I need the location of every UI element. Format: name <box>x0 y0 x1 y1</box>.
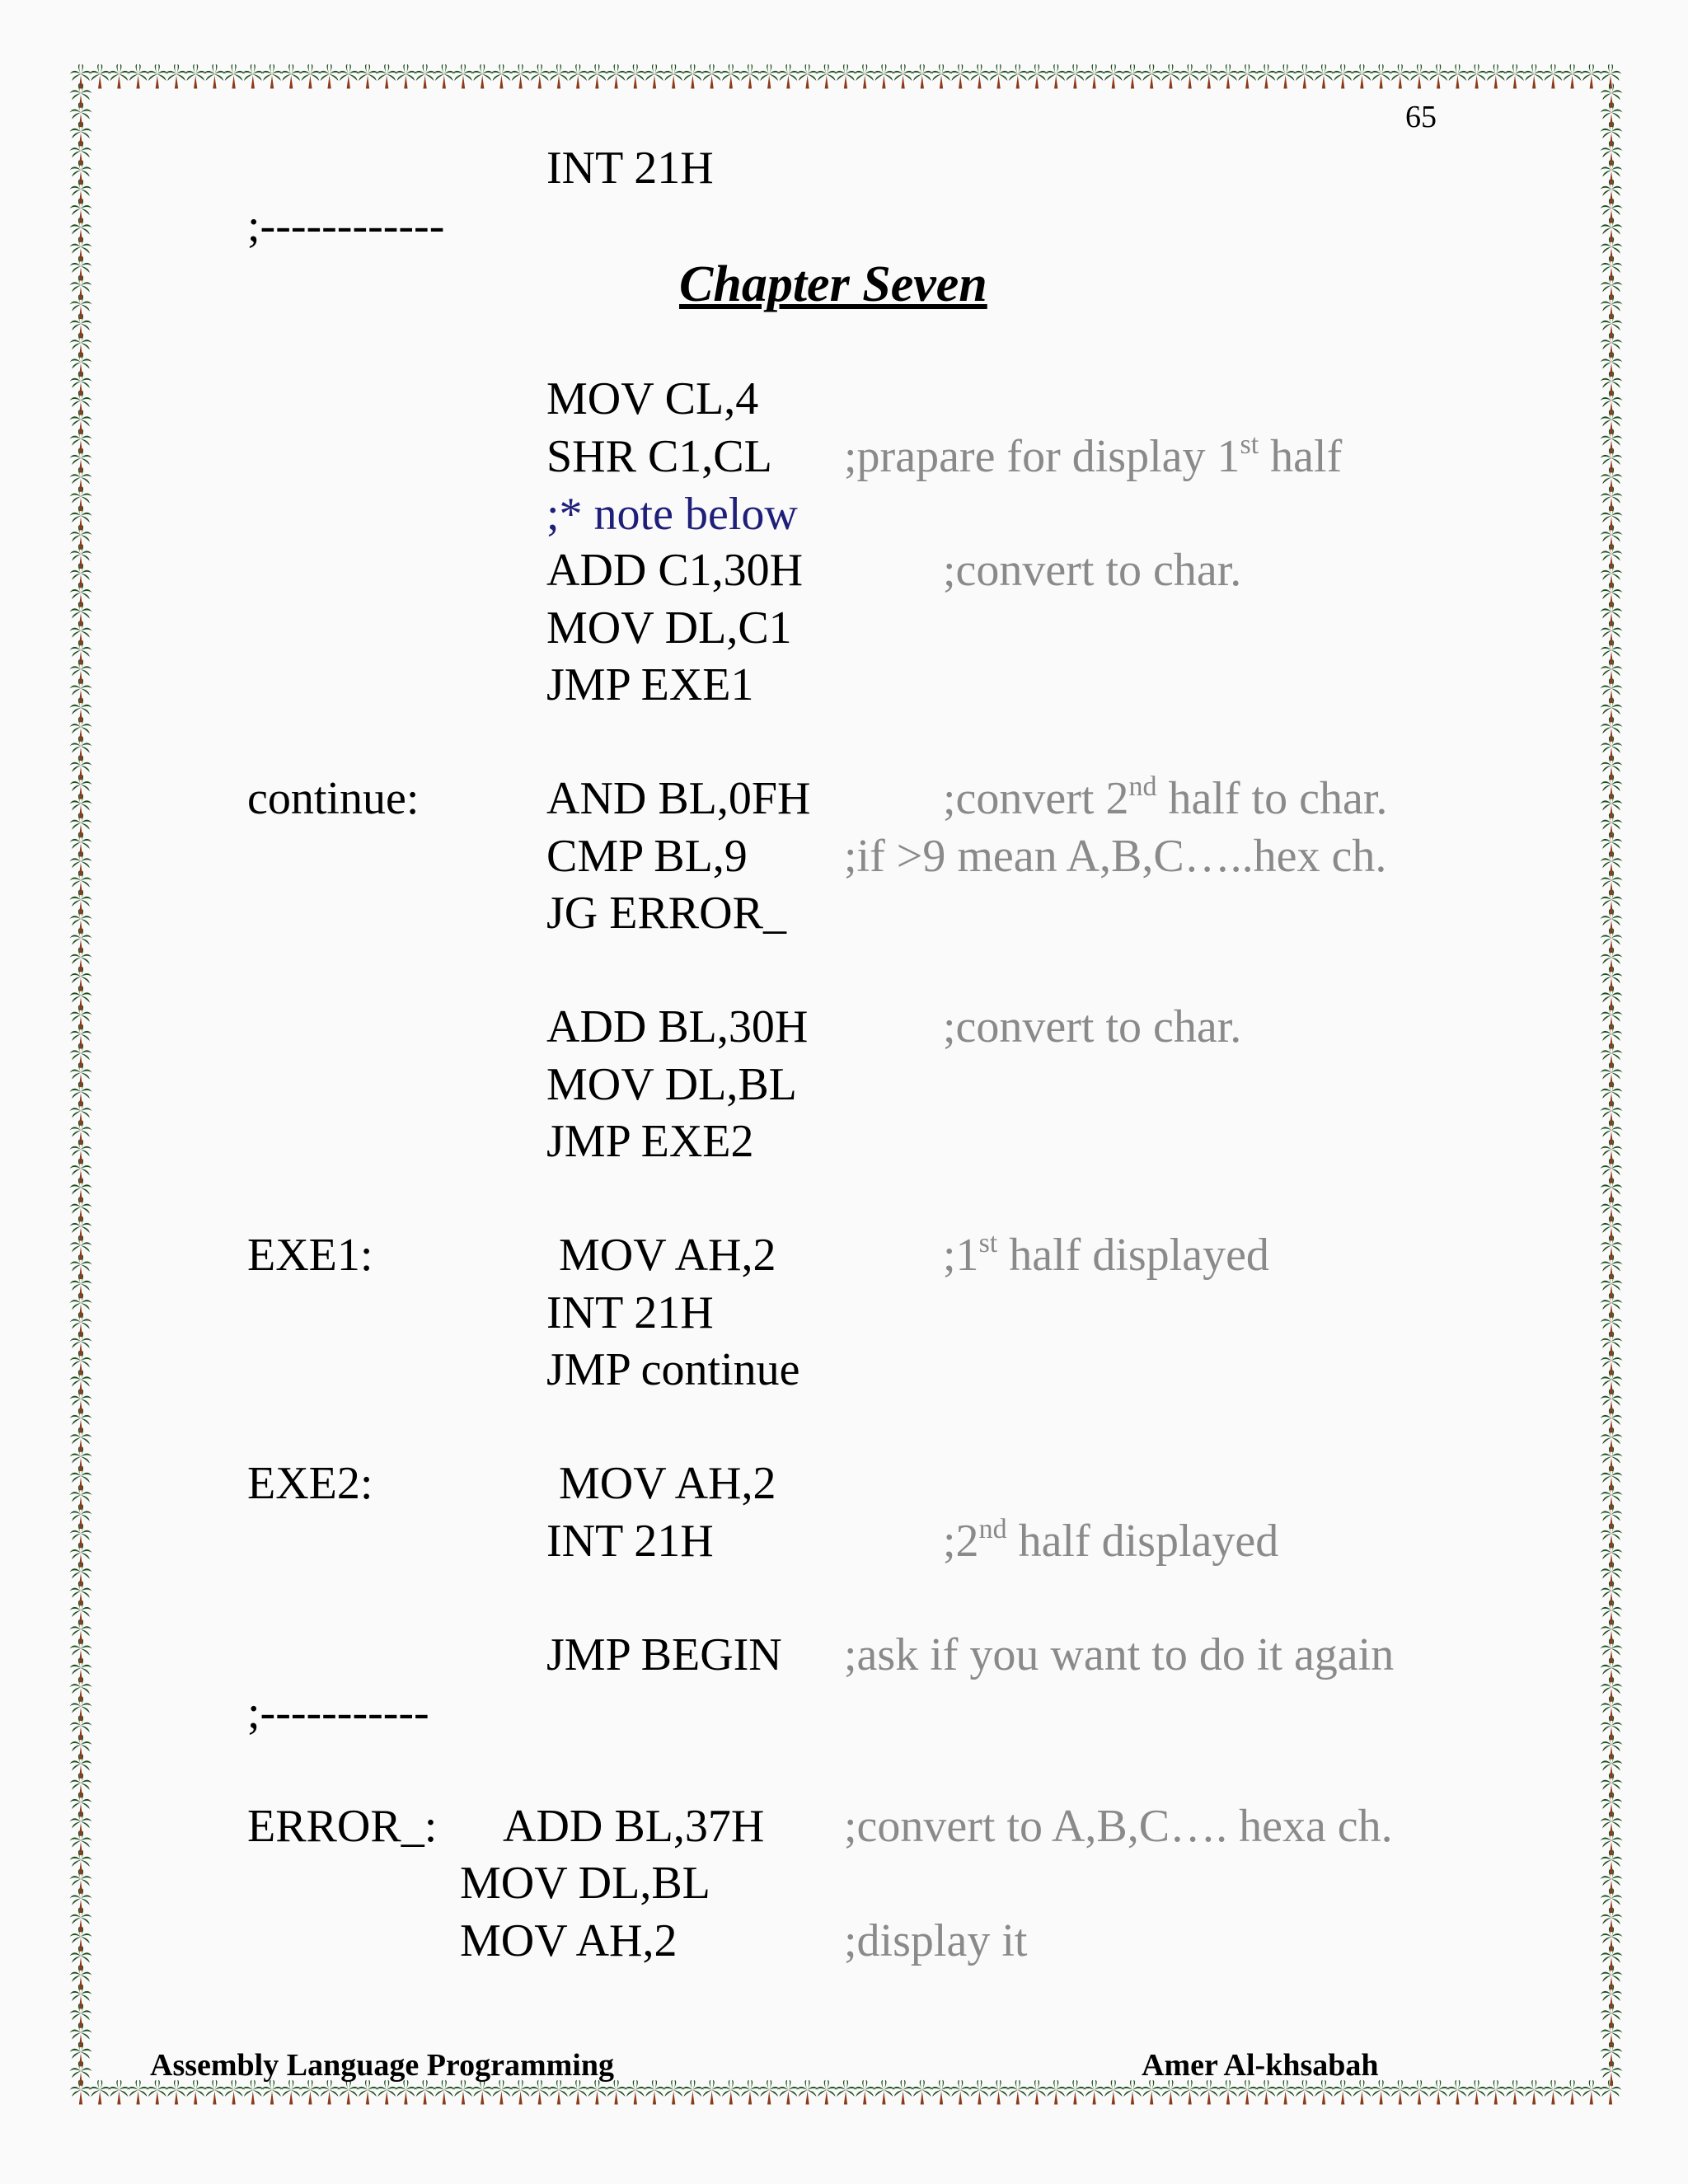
palm-tree-icon <box>528 2080 551 2105</box>
code-line: MOV AH,2 <box>559 1230 776 1281</box>
palm-tree-icon <box>1102 64 1124 89</box>
palm-tree-icon <box>318 64 340 89</box>
palm-tree-icon <box>89 64 111 89</box>
palm-tree-icon <box>701 2080 723 2105</box>
palm-tree-icon <box>1542 64 1564 89</box>
palm-tree-icon <box>1026 2080 1048 2105</box>
palm-tree-icon <box>1561 2080 1583 2105</box>
code-line: MOV CL,4 <box>546 373 759 424</box>
footer-right: Amer Al-khsabah <box>1142 2048 1379 2083</box>
palm-tree-icon <box>1141 64 1163 89</box>
palm-tree-icon <box>567 2080 589 2105</box>
palm-tree-icon <box>223 64 245 89</box>
palm-tree-icon <box>146 2080 168 2105</box>
code-comment <box>943 1228 1269 1281</box>
palm-tree-icon <box>241 2080 264 2105</box>
palm-tree-icon <box>261 2080 284 2105</box>
palm-tree-icon <box>433 2080 455 2105</box>
code-line: MOV DL,BL <box>546 1059 797 1110</box>
separator-line: ;------------ <box>247 200 445 251</box>
palm-tree-icon <box>414 64 436 89</box>
code-label: continue: <box>247 773 420 824</box>
palm-tree-icon <box>108 64 130 89</box>
palm-tree-icon <box>509 2080 532 2105</box>
palm-tree-icon <box>1160 2080 1182 2105</box>
palm-tree-icon <box>892 2080 914 2105</box>
code-label: EXE2: <box>247 1458 373 1509</box>
border-top <box>70 64 1622 89</box>
palm-tree-icon <box>1428 2080 1450 2105</box>
comment-superscript: st <box>978 1228 998 1258</box>
palm-tree-icon <box>395 2080 417 2105</box>
palm-tree-icon <box>624 64 646 89</box>
code-line: MOV AH,2 <box>559 1458 776 1509</box>
palm-tree-icon <box>414 2080 436 2105</box>
palm-tree-icon <box>490 2080 513 2105</box>
palm-tree-icon <box>1313 64 1335 89</box>
palm-tree-icon <box>1006 2080 1029 2105</box>
palm-tree-icon <box>70 64 92 89</box>
palm-tree-icon <box>376 64 398 89</box>
palm-tree-icon <box>1561 64 1583 89</box>
palm-tree-icon <box>931 64 953 89</box>
palm-tree-icon <box>911 64 933 89</box>
footer-left: Assembly Language Programming <box>150 2048 614 2083</box>
code-line: ADD BL,30H <box>546 1001 809 1052</box>
code-line: JMP BEGIN <box>546 1629 782 1680</box>
palm-tree-icon <box>854 64 876 89</box>
palm-tree-icon <box>605 64 627 89</box>
palm-tree-icon <box>528 64 551 89</box>
palm-tree-icon <box>968 2080 991 2105</box>
palm-tree-icon <box>548 64 570 89</box>
page-number: 65 <box>1405 100 1437 134</box>
palm-tree-icon <box>1217 64 1240 89</box>
palm-tree-icon <box>452 2080 475 2105</box>
code-comment: ;if >9 mean A,B,C…..hex ch. <box>844 831 1387 882</box>
palm-tree-icon <box>299 2080 321 2105</box>
code-label: EXE1: <box>247 1230 373 1281</box>
palm-tree-icon <box>1332 2080 1354 2105</box>
palm-tree-icon <box>337 2080 359 2105</box>
comment-superscript: nd <box>978 1514 1007 1544</box>
comment-text: ;prapare for display 1 <box>844 431 1240 482</box>
palm-tree-icon <box>1122 64 1144 89</box>
palm-tree-icon <box>1389 64 1411 89</box>
palm-tree-icon <box>987 64 1010 89</box>
palm-tree-icon <box>1504 2080 1526 2105</box>
palm-tree-icon <box>127 2080 149 2105</box>
palm-tree-icon <box>644 64 666 89</box>
palm-tree-icon <box>987 2080 1010 2105</box>
palm-tree-icon <box>166 64 188 89</box>
palm-tree-icon <box>1179 2080 1201 2105</box>
palm-tree-icon <box>280 64 302 89</box>
palm-tree-icon <box>1198 64 1220 89</box>
palm-tree-icon <box>605 2080 627 2105</box>
palm-tree-icon <box>873 64 895 89</box>
palm-tree-icon <box>1274 2080 1296 2105</box>
palm-tree-icon <box>720 2080 742 2105</box>
palm-tree-icon <box>548 2080 570 2105</box>
palm-tree-icon <box>796 64 818 89</box>
palm-tree-icon <box>1102 2080 1124 2105</box>
palm-tree-icon <box>1600 64 1622 89</box>
code-line: MOV DL,BL <box>460 1858 710 1909</box>
palm-tree-icon <box>1313 2080 1335 2105</box>
palm-tree-icon <box>644 2080 666 2105</box>
palm-tree-icon <box>1523 2080 1545 2105</box>
palm-tree-icon <box>1351 64 1373 89</box>
palm-tree-icon <box>1447 2080 1469 2105</box>
code-line: ADD C1,30H <box>546 545 804 596</box>
palm-tree-icon <box>1255 64 1278 89</box>
code-comment: ;ask if you want to do it again <box>844 1629 1395 1680</box>
palm-tree-icon <box>586 2080 608 2105</box>
palm-tree-icon <box>299 64 321 89</box>
palm-tree-icon <box>835 2080 857 2105</box>
palm-tree-icon <box>452 64 475 89</box>
palm-tree-icon <box>471 64 494 89</box>
palm-tree-icon <box>1179 64 1201 89</box>
palm-tree-icon <box>471 2080 494 2105</box>
palm-tree-icon <box>1370 64 1392 89</box>
palm-tree-icon <box>395 64 417 89</box>
palm-tree-icon <box>1064 64 1086 89</box>
code-line: MOV AH,2 <box>460 1915 678 1966</box>
palm-tree-icon <box>968 64 991 89</box>
palm-tree-icon <box>490 64 513 89</box>
palm-tree-icon <box>663 64 685 89</box>
palm-tree-icon <box>204 2080 226 2105</box>
palm-tree-icon <box>108 2080 130 2105</box>
palm-tree-icon <box>1332 64 1354 89</box>
palm-tree-icon <box>1236 64 1259 89</box>
palm-tree-icon <box>720 64 742 89</box>
palm-tree-icon <box>1542 2080 1564 2105</box>
palm-tree-icon <box>127 64 149 89</box>
palm-tree-icon <box>950 64 972 89</box>
palm-tree-icon <box>1217 2080 1240 2105</box>
comment-text: half to char. <box>1156 773 1388 824</box>
code-comment <box>943 1514 1279 1567</box>
palm-tree-icon <box>1465 64 1488 89</box>
palm-tree-icon <box>261 64 284 89</box>
palm-tree-icon <box>758 64 781 89</box>
palm-tree-icon <box>950 2080 972 2105</box>
palm-tree-icon <box>1255 2080 1278 2105</box>
border-left <box>70 83 92 2086</box>
palm-tree-icon <box>337 64 359 89</box>
palm-tree-icon <box>1006 64 1029 89</box>
comment-text: ;convert 2 <box>943 773 1129 824</box>
palm-tree-icon <box>682 2080 704 2105</box>
comment-text: half displayed <box>1006 1516 1279 1567</box>
code-line: MOV DL,C1 <box>546 602 792 654</box>
palm-tree-icon <box>1083 64 1105 89</box>
palm-tree-icon <box>1484 64 1507 89</box>
palm-tree-icon <box>376 2080 398 2105</box>
code-comment <box>943 771 1388 824</box>
palm-tree-icon <box>89 2080 111 2105</box>
comment-text: ;2 <box>943 1516 979 1567</box>
code-line: INT 21H <box>546 1516 714 1567</box>
palm-tree-icon <box>318 2080 340 2105</box>
palm-tree-icon <box>835 64 857 89</box>
palm-tree-icon <box>931 2080 953 2105</box>
palm-tree-icon <box>223 2080 245 2105</box>
chapter-title: Chapter Seven <box>679 256 987 312</box>
palm-tree-icon <box>739 64 762 89</box>
palm-tree-icon <box>204 64 226 89</box>
palm-tree-icon <box>1370 2080 1392 2105</box>
code-line: JMP EXE1 <box>546 659 754 710</box>
palm-tree-icon <box>1141 2080 1163 2105</box>
palm-tree-icon <box>682 64 704 89</box>
palm-tree-icon <box>1274 64 1296 89</box>
code-line: JG ERROR_ <box>546 888 786 939</box>
palm-tree-icon <box>1580 2080 1602 2105</box>
code-line: ADD BL,37H <box>503 1801 765 1852</box>
palm-tree-icon <box>892 64 914 89</box>
comment-text: half <box>1259 431 1343 482</box>
code-comment: ;convert to char. <box>943 1001 1242 1052</box>
code-line: JMP continue <box>546 1344 800 1395</box>
code-label: ERROR_: <box>247 1801 438 1852</box>
palm-tree-icon <box>185 64 207 89</box>
palm-tree-icon <box>1160 64 1182 89</box>
palm-tree-icon <box>777 2080 799 2105</box>
palm-tree-icon <box>1198 2080 1220 2105</box>
palm-tree-icon <box>1409 64 1431 89</box>
palm-tree-icon <box>241 64 264 89</box>
palm-tree-icon <box>1447 64 1469 89</box>
code-line: CMP BL,9 <box>546 831 748 882</box>
palm-tree-icon <box>1409 2080 1431 2105</box>
code-comment: ;convert to char. <box>943 545 1242 596</box>
palm-tree-icon <box>854 2080 876 2105</box>
comment-superscript: st <box>1240 429 1259 460</box>
palm-tree-icon <box>1064 2080 1086 2105</box>
palm-tree-icon <box>1580 64 1602 89</box>
palm-tree-icon <box>815 64 837 89</box>
palm-tree-icon <box>1484 2080 1507 2105</box>
note-line: ;* note below <box>546 489 798 540</box>
palm-tree-icon <box>1523 64 1545 89</box>
palm-tree-icon <box>1045 64 1067 89</box>
border-right <box>1601 83 1623 2086</box>
palm-tree-icon <box>433 64 455 89</box>
palm-tree-icon <box>509 64 532 89</box>
palm-tree-icon <box>146 64 168 89</box>
palm-tree-icon <box>357 2080 379 2105</box>
palm-tree-icon <box>1504 64 1526 89</box>
palm-tree-icon <box>1428 64 1450 89</box>
palm-tree-icon <box>1122 2080 1144 2105</box>
palm-tree-icon <box>586 64 608 89</box>
comment-text: half displayed <box>997 1230 1269 1281</box>
palm-tree-icon <box>1293 2080 1315 2105</box>
palm-tree-icon <box>911 2080 933 2105</box>
palm-tree-icon <box>739 2080 762 2105</box>
palm-tree-icon <box>1293 64 1315 89</box>
palm-tree-icon <box>1465 2080 1488 2105</box>
code-line: INT 21H <box>546 143 714 194</box>
code-line: INT 21H <box>546 1287 714 1338</box>
palm-tree-icon <box>185 2080 207 2105</box>
code-line: SHR C1,CL <box>546 431 772 482</box>
palm-tree-icon <box>624 2080 646 2105</box>
comment-text: ;1 <box>943 1230 979 1281</box>
palm-tree-icon <box>701 64 723 89</box>
palm-tree-icon <box>663 2080 685 2105</box>
code-line: JMP EXE2 <box>546 1116 754 1167</box>
code-line: AND BL,0FH <box>546 773 811 824</box>
code-comment: ;convert to A,B,C…. hexa ch. <box>844 1801 1393 1852</box>
palm-tree-icon <box>873 2080 895 2105</box>
palm-tree-icon <box>1351 2080 1373 2105</box>
code-comment <box>844 429 1343 482</box>
palm-tree-icon <box>1026 64 1048 89</box>
palm-tree-icon <box>758 2080 781 2105</box>
palm-tree-icon <box>796 2080 818 2105</box>
palm-tree-icon <box>1389 2080 1411 2105</box>
palm-tree-icon <box>1236 2080 1259 2105</box>
palm-tree-icon <box>777 64 799 89</box>
palm-tree-icon <box>357 64 379 89</box>
border-bottom <box>70 2080 1622 2105</box>
palm-tree-icon <box>1083 2080 1105 2105</box>
palm-tree-icon <box>280 2080 302 2105</box>
separator-line: ;----------- <box>247 1687 429 1738</box>
palm-tree-icon <box>1045 2080 1067 2105</box>
palm-tree-icon <box>815 2080 837 2105</box>
palm-tree-icon <box>567 64 589 89</box>
comment-superscript: nd <box>1128 771 1157 802</box>
palm-tree-icon <box>166 2080 188 2105</box>
code-comment: ;display it <box>844 1915 1028 1966</box>
